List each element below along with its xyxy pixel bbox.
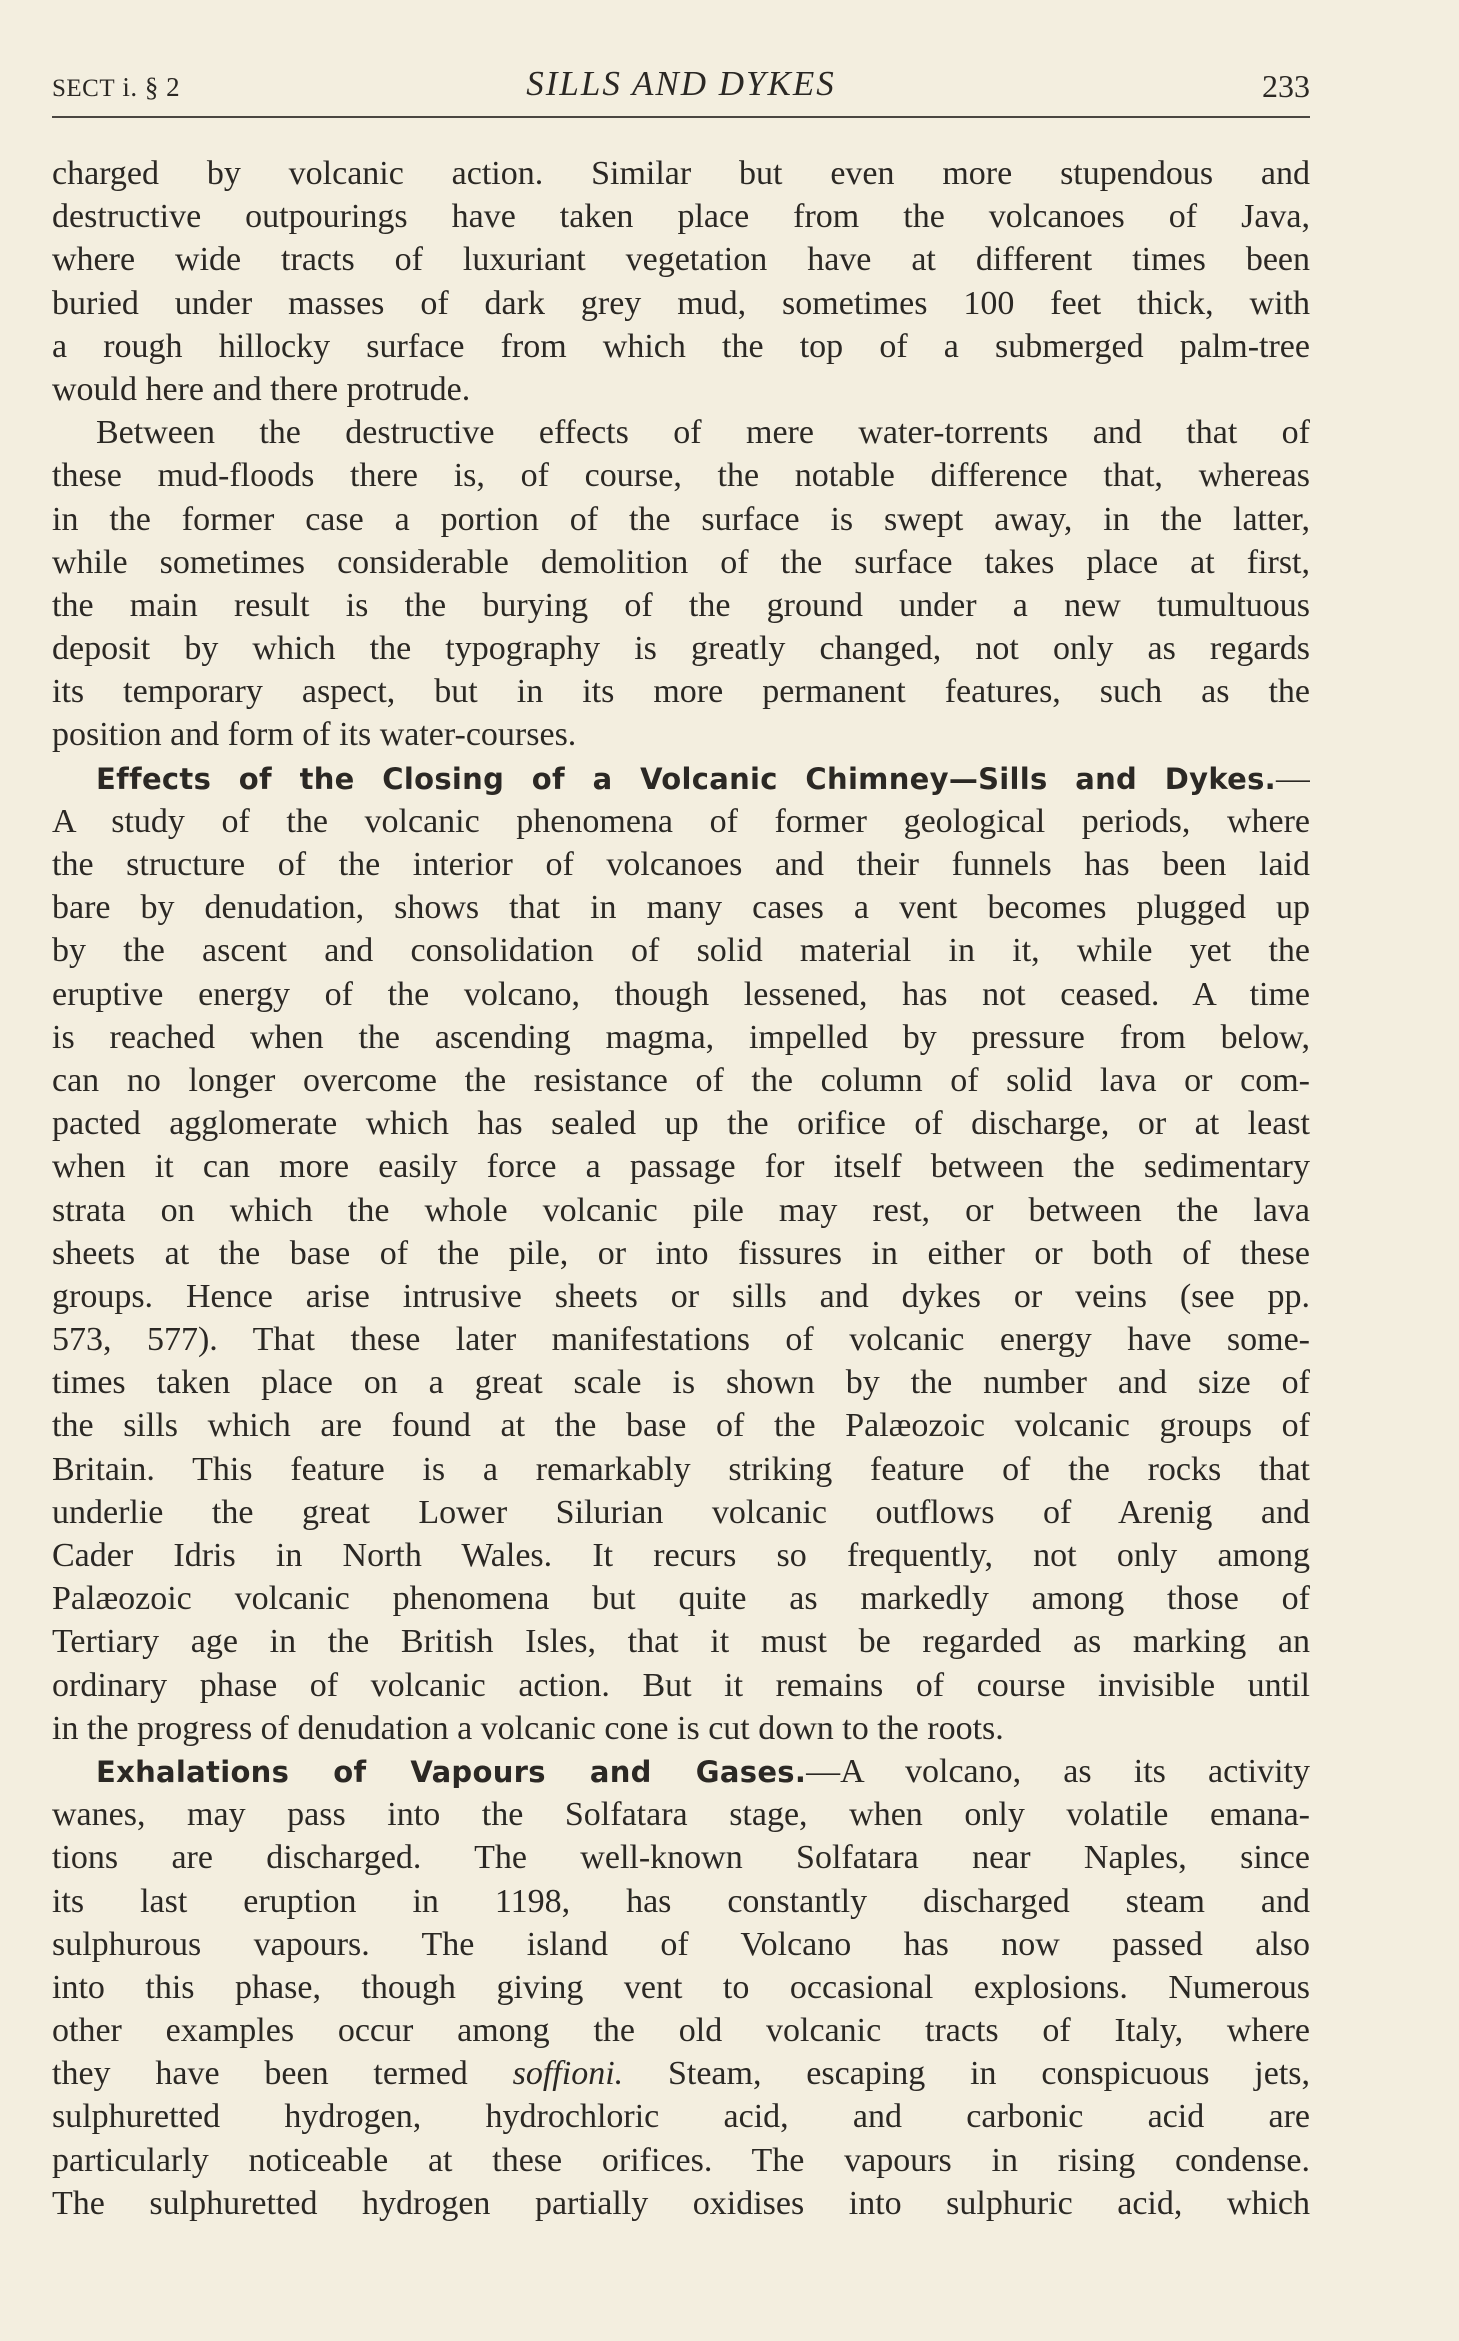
text-fragment: Steam, escaping in conspicuous jets, <box>623 2055 1310 2093</box>
text-line: The sulphuretted hydrogen partially oxidises into sulphuric acid, which <box>52 2184 1310 2222</box>
text-line: wanes, may pass into the Solfatara stage, when only volatile emana- <box>52 1796 1310 1834</box>
text-line: the structure of the interior of volcanoes and their funnels has been laid <box>52 846 1310 883</box>
text-line: destructive outpourings have taken place from the volcanoes of Java, <box>52 198 1310 236</box>
text-line: times taken place on a great scale is shown by the number and size of <box>52 1364 1310 1402</box>
text-fragment: —A volcano, as its activity <box>806 1752 1310 1790</box>
running-title: SILLS AND DYKES <box>526 64 836 103</box>
text-line: into this phase, though giving vent to occasional explosions. Numerous <box>52 1968 1310 2006</box>
section-number: i. § 2 <box>122 72 181 102</box>
section-heading-line <box>52 757 1310 800</box>
text-line: sheets at the base of the pile, or into fissures in either or both of these <box>52 1234 1310 1272</box>
text-line: pacted agglomerate which has sealed up the orifice of discharge, or at least <box>52 1105 1310 1143</box>
text-line: Tertiary age in the British Isles, that it must be regarded as marking an <box>52 1623 1310 1661</box>
text-line: by the ascent and consolidation of solid material in it, while yet the <box>52 932 1310 970</box>
text-line: position and form of its water-courses. <box>52 716 577 754</box>
text-fragment: they have been termed <box>52 2055 513 2093</box>
text-line: other examples occur among the old volcanic tracts of Italy, where <box>52 2012 1310 2050</box>
text-line: groups. Hence arise intrusive sheets or sills and dykes or veins (see pp. <box>52 1277 1310 1315</box>
text-line: deposit by which the typography is greatly changed, not only as regards <box>52 630 1310 668</box>
text-line: 573, 577). That these later manifestations of volcanic energy have some- <box>52 1321 1310 1359</box>
section-heading-line <box>52 1750 1310 1793</box>
text-line: ordinary phase of volcanic action. But it remains of course invisible until <box>52 1666 1310 1704</box>
heading-dash: — <box>1276 759 1310 797</box>
text-line: the sills which are found at the base of the Palæozoic volcanic groups of <box>52 1407 1310 1445</box>
text-line: sulphurous vapours. The island of Volcano has now passed also <box>52 1925 1310 1963</box>
text-line: its last eruption in 1198, has constantly discharged steam and <box>52 1882 1310 1920</box>
text-line: while sometimes considerable demolition of the surface takes place at first, <box>52 543 1310 581</box>
text-line: its temporary aspect, but in its more permanent features, such as the <box>52 673 1310 711</box>
text-line: in the former case a portion of the surface is swept away, in the latter, <box>52 500 1310 538</box>
text-line: buried under masses of dark grey mud, sometimes 100 feet thick, with <box>52 284 1310 322</box>
text-line: where wide tracts of luxuriant vegetation have at different times been <box>52 241 1310 279</box>
page-number: 233 <box>1262 68 1310 104</box>
page-header <box>52 64 1310 112</box>
text-line: particularly noticeable at these orifices. The vapours in rising condense. <box>52 2141 1310 2179</box>
text-line: can no longer overcome the resistance of the column of solid lava or com- <box>52 1061 1310 1099</box>
italic-term: soffioni. <box>512 2055 624 2093</box>
section-prefix: SECT <box>52 75 116 102</box>
text-line: when it can more easily force a passage for itself between the sedimentary <box>52 1148 1310 1186</box>
text-line <box>52 2052 1310 2095</box>
text-line: A study of the volcanic phenomena of former geological periods, where <box>52 802 1310 840</box>
text-line: Palæozoic volcanic phenomena but quite as markedly among those of <box>52 1580 1310 1618</box>
text-line: eruptive energy of the volcano, though lessened, has not ceased. A time <box>52 975 1310 1013</box>
text-line: strata on which the whole volcanic pile may rest, or between the lava <box>52 1191 1310 1229</box>
text-line: the main result is the burying of the ground under a new tumultuous <box>52 586 1310 624</box>
body-text <box>52 152 1310 2225</box>
text-line: tions are discharged. The well-known Solfatara near Naples, since <box>52 1839 1310 1877</box>
header-rule <box>52 116 1310 118</box>
text-line: would here and there protrude. <box>52 370 471 408</box>
text-line: Between the destructive effects of mere water-torrents and that of <box>96 414 1310 452</box>
text-line: bare by denudation, shows that in many cases a vent becomes plugged up <box>52 889 1310 927</box>
section-heading-sills: Effects of the Closing of a Volcanic Chimney—Sills and Dykes. <box>96 761 1276 796</box>
text-line: sulphuretted hydrogen, hydrochloric acid, and carbonic acid are <box>52 2098 1310 2136</box>
text-line: these mud-floods there is, of course, the notable difference that, whereas <box>52 457 1310 495</box>
text-line: Britain. This feature is a remarkably striking feature of the rocks that <box>52 1450 1310 1488</box>
text-line: charged by volcanic action. Similar but even more stupendous and <box>52 155 1310 192</box>
text-line: Cader Idris in North Wales. It recurs so frequently, not only among <box>52 1537 1310 1574</box>
text-line: underlie the great Lower Silurian volcanic outflows of Arenig and <box>52 1493 1310 1531</box>
text-line: a rough hillocky surface from which the top of a submerged palm-tree <box>52 327 1310 365</box>
text-line: is reached when the ascending magma, impelled by pressure from below, <box>52 1018 1310 1056</box>
text-line: in the progress of denudation a volcanic cone is cut down to the roots. <box>52 1709 1004 1747</box>
section-heading-gases: Exhalations of Vapours and Gases. <box>96 1754 807 1789</box>
